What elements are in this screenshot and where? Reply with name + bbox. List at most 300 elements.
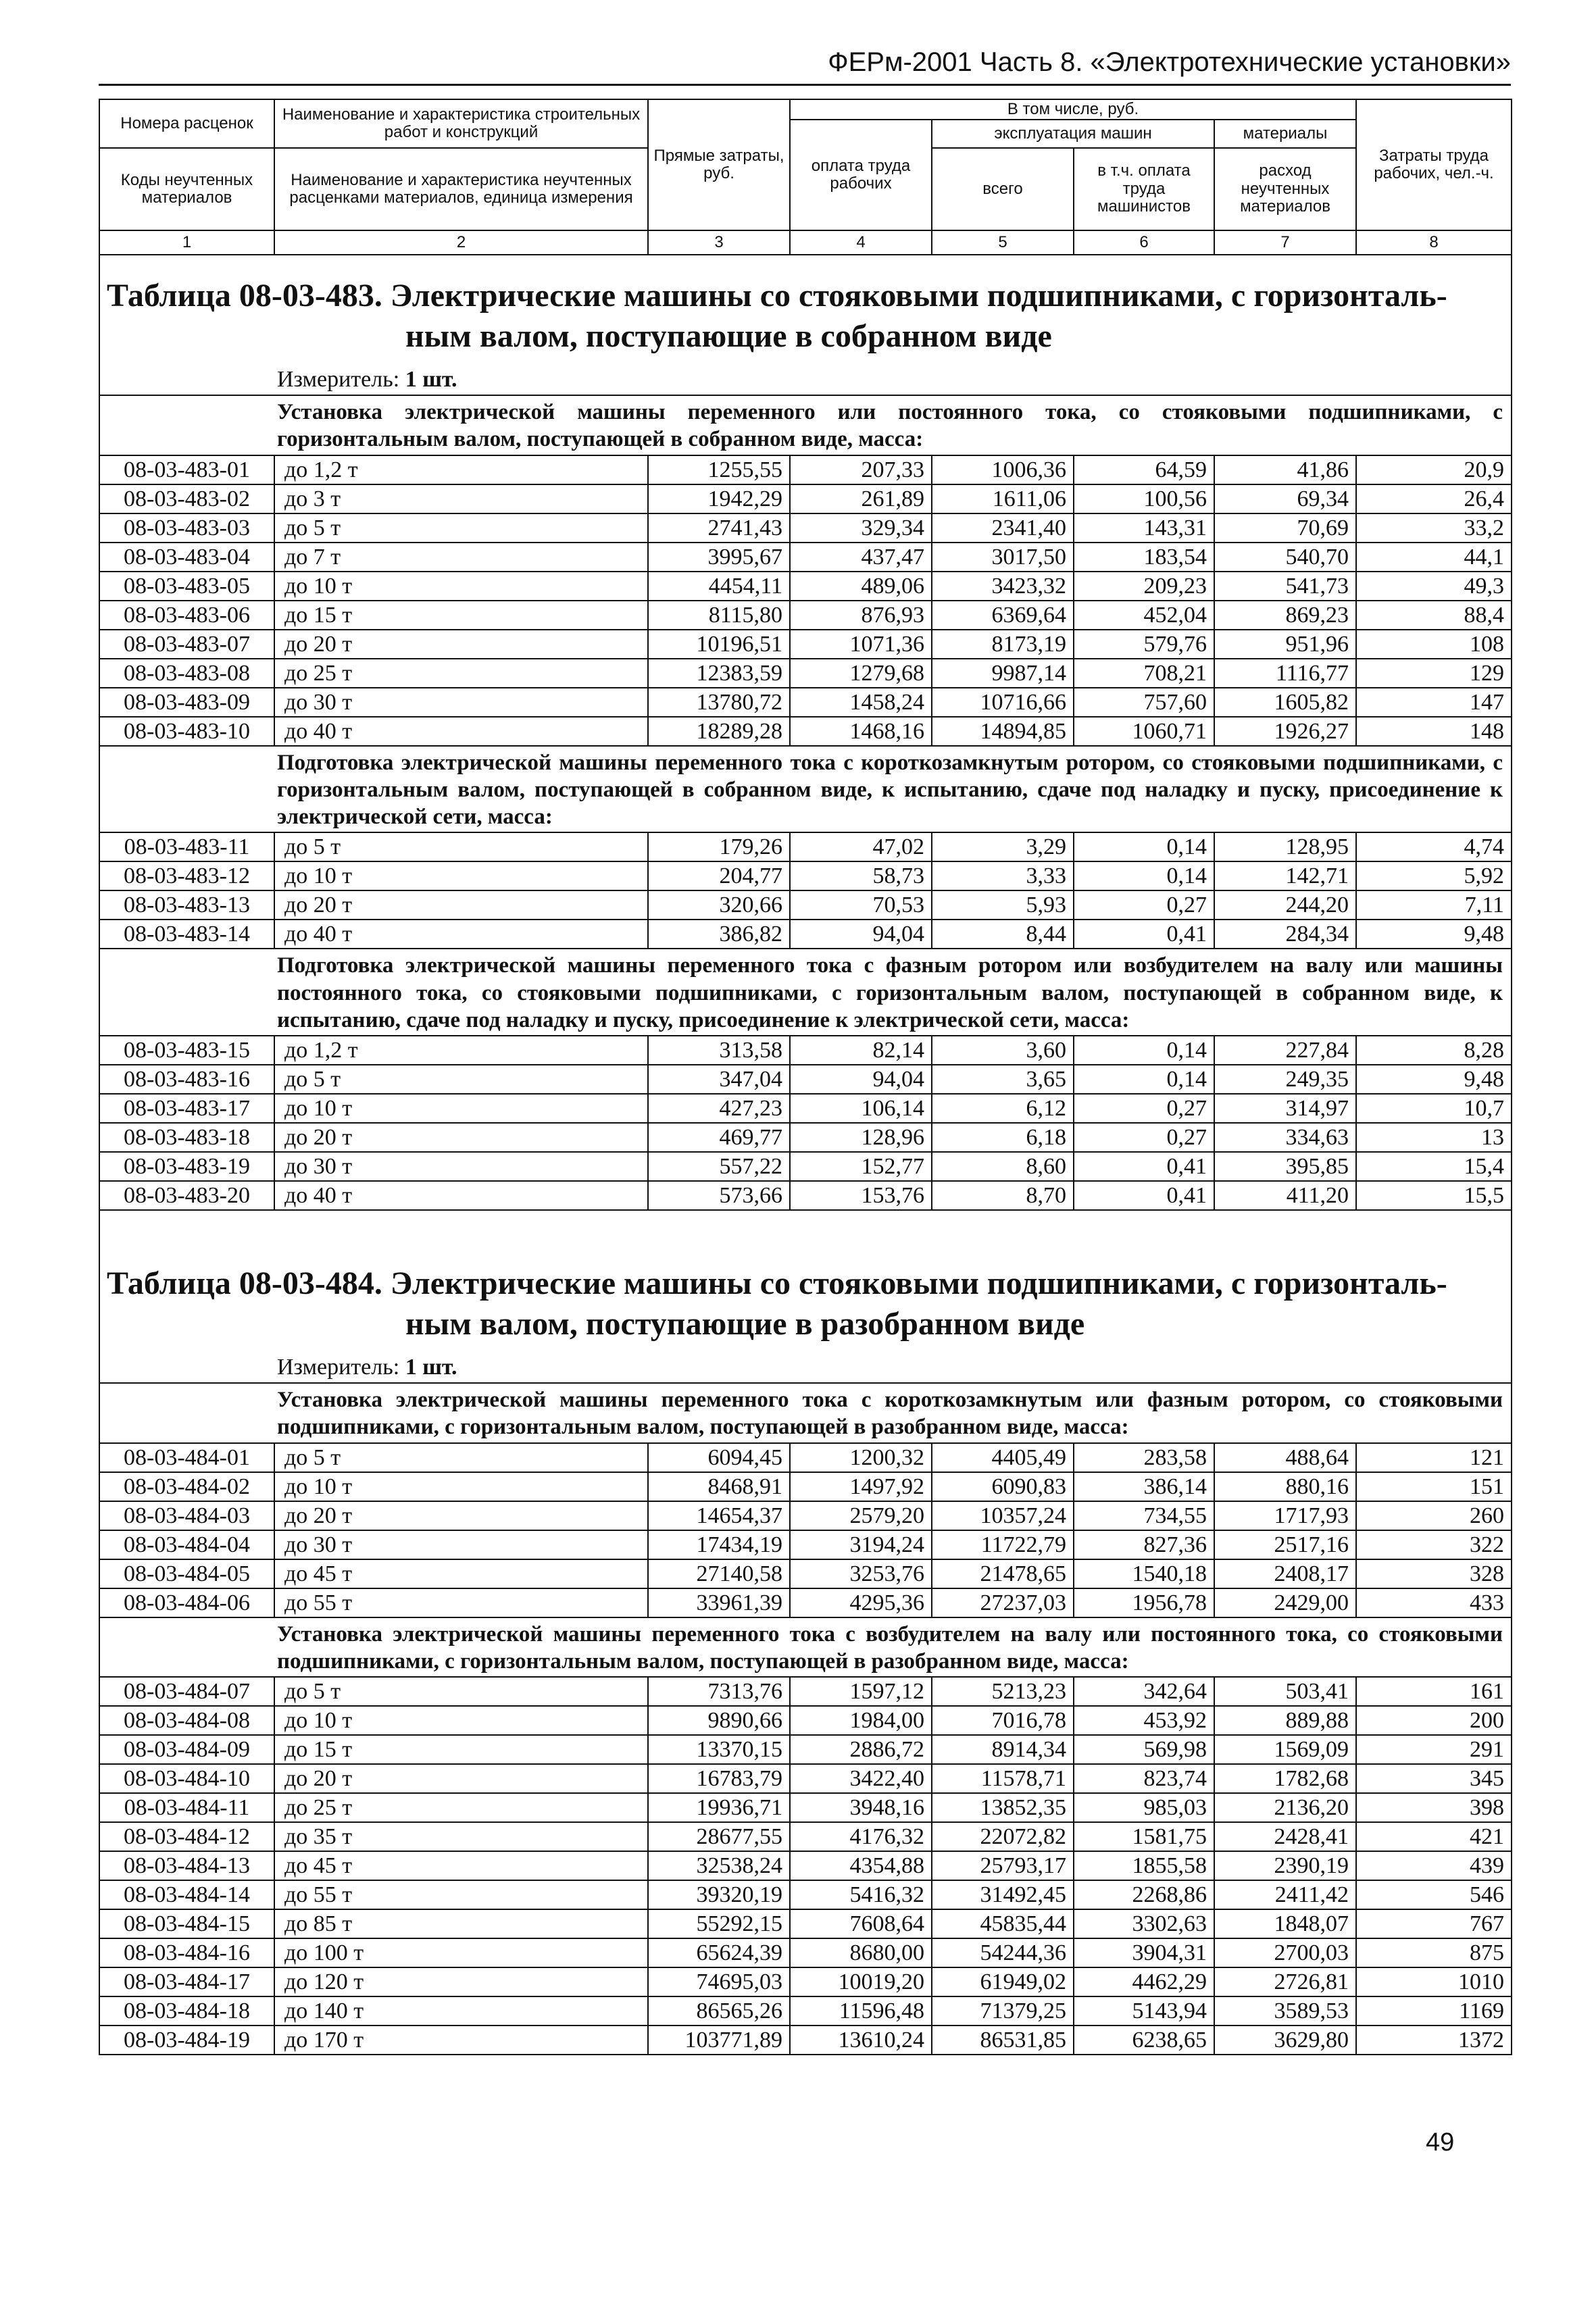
machinist-pay: 1581,75 xyxy=(1074,1822,1214,1851)
machinist-pay: 0,41 xyxy=(1074,920,1214,949)
rate-code: 08-03-484-13 xyxy=(99,1851,274,1880)
table-row xyxy=(99,1036,1512,1065)
materials-cost: 1848,07 xyxy=(1214,1909,1356,1938)
direct-costs: 14654,37 xyxy=(648,1501,790,1530)
section-description: Установка электрической машины переменного тока с короткозамкнутым или фазным ротором, со стояковыми подшипниками, с горизонтальным валом, поступающей в разобранном виде, масса: xyxy=(99,1383,1512,1443)
measure-value: 1 шт. xyxy=(405,367,457,393)
worker-pay: 329,34 xyxy=(790,513,932,543)
rate-code: 08-03-484-07 xyxy=(99,1677,274,1706)
materials-cost: 2390,19 xyxy=(1214,1851,1356,1880)
machines-total: 8,44 xyxy=(932,920,1074,949)
labor-hours: 322 xyxy=(1356,1530,1512,1559)
labor-hours: 9,48 xyxy=(1356,1065,1512,1094)
work-mass: до 7 т xyxy=(274,543,648,572)
worker-pay: 1984,00 xyxy=(790,1706,932,1735)
machinist-pay: 342,64 xyxy=(1074,1677,1214,1706)
worker-pay: 1200,32 xyxy=(790,1443,932,1472)
machinist-pay: 209,23 xyxy=(1074,572,1214,601)
table-gap-row xyxy=(99,1210,1512,1243)
machines-total: 8173,19 xyxy=(932,630,1074,659)
table-row xyxy=(99,1706,1512,1735)
direct-costs: 2741,43 xyxy=(648,513,790,543)
labor-hours: 147 xyxy=(1356,688,1512,717)
table-row xyxy=(99,861,1512,890)
materials-cost: 1782,68 xyxy=(1214,1764,1356,1793)
worker-pay: 1497,92 xyxy=(790,1472,932,1501)
work-mass: до 120 т xyxy=(274,1967,648,1996)
direct-costs: 4454,11 xyxy=(648,572,790,601)
rate-code: 08-03-483-10 xyxy=(99,717,274,746)
worker-pay: 1071,36 xyxy=(790,630,932,659)
labor-hours: 129 xyxy=(1356,659,1512,688)
table-row xyxy=(99,1501,1512,1530)
machines-total: 13852,35 xyxy=(932,1793,1074,1822)
machinist-pay: 823,74 xyxy=(1074,1764,1214,1793)
machines-total: 8,60 xyxy=(932,1152,1074,1181)
labor-hours: 1372 xyxy=(1356,2026,1512,2055)
table-row xyxy=(99,659,1512,688)
direct-costs: 18289,28 xyxy=(648,717,790,746)
header-direct-costs: Прямые затраты, руб. xyxy=(648,99,790,230)
machinist-pay: 579,76 xyxy=(1074,630,1214,659)
machinist-pay: 734,55 xyxy=(1074,1501,1214,1530)
table-row xyxy=(99,1181,1512,1210)
column-numbers-row xyxy=(99,230,1512,255)
table-row xyxy=(99,717,1512,746)
header-material-name: Наименование и характеристика неучтенных расценками материалов, единица измерения xyxy=(274,148,648,230)
work-mass: до 25 т xyxy=(274,1793,648,1822)
worker-pay: 3948,16 xyxy=(790,1793,932,1822)
direct-costs: 1255,55 xyxy=(648,455,790,484)
worker-pay: 58,73 xyxy=(790,861,932,890)
rate-code: 08-03-483-08 xyxy=(99,659,274,688)
section-description: Установка электрической машины переменного тока с возбудителем на валу или постоянного тока, со стояковыми подшипниками, с горизонтальным валом, поступающей в разобранном виде, масса: xyxy=(99,1617,1512,1678)
worker-pay: 4176,32 xyxy=(790,1822,932,1851)
header-material-codes: Коды неучтенных материалов xyxy=(99,148,274,230)
section-description-row xyxy=(99,949,1512,1036)
materials-cost: 2411,42 xyxy=(1214,1880,1356,1909)
table-row xyxy=(99,2026,1512,2055)
materials-cost: 142,71 xyxy=(1214,861,1356,890)
work-mass: до 140 т xyxy=(274,1996,648,2026)
rate-code: 08-03-484-10 xyxy=(99,1764,274,1793)
table-row xyxy=(99,890,1512,920)
work-mass: до 40 т xyxy=(274,1181,648,1210)
direct-costs: 33961,39 xyxy=(648,1588,790,1617)
direct-costs: 469,77 xyxy=(648,1123,790,1152)
machinist-pay: 569,98 xyxy=(1074,1735,1214,1764)
measure-value: 1 шт. xyxy=(405,1355,457,1380)
section-description: Подготовка электрической машины переменного тока с короткозамкнутым ротором, со стояковыми подшипниками, с горизонтальным валом, поступающей в собранном виде, к испытанию, сдаче под наладку и пуску, присоединение к электрической сети, масса: xyxy=(99,746,1512,833)
measure-label: Измеритель: xyxy=(277,367,400,393)
work-mass: до 10 т xyxy=(274,572,648,601)
rates-table-body xyxy=(99,99,1512,2055)
machinist-pay: 0,14 xyxy=(1074,1065,1214,1094)
work-mass: до 45 т xyxy=(274,1851,648,1880)
machines-total: 31492,45 xyxy=(932,1880,1074,1909)
header-labor-cost: Затраты труда рабочих, чел.-ч. xyxy=(1356,99,1512,230)
rate-code: 08-03-484-12 xyxy=(99,1822,274,1851)
machines-total: 2341,40 xyxy=(932,513,1074,543)
table-row xyxy=(99,1909,1512,1938)
column-number: 4 xyxy=(790,230,932,255)
worker-pay: 106,14 xyxy=(790,1094,932,1123)
table-row xyxy=(99,1880,1512,1909)
materials-cost: 2700,03 xyxy=(1214,1938,1356,1967)
rate-code: 08-03-483-12 xyxy=(99,861,274,890)
rate-code: 08-03-483-04 xyxy=(99,543,274,572)
rate-code: 08-03-484-14 xyxy=(99,1880,274,1909)
machines-total: 6,18 xyxy=(932,1123,1074,1152)
work-mass: до 10 т xyxy=(274,1472,648,1501)
work-mass: до 15 т xyxy=(274,1735,648,1764)
direct-costs: 6094,45 xyxy=(648,1443,790,1472)
labor-hours: 1010 xyxy=(1356,1967,1512,1996)
work-mass: до 25 т xyxy=(274,659,648,688)
machines-total: 5213,23 xyxy=(932,1677,1074,1706)
materials-cost: 869,23 xyxy=(1214,601,1356,630)
labor-hours: 398 xyxy=(1356,1793,1512,1822)
materials-cost: 1116,77 xyxy=(1214,659,1356,688)
worker-pay: 5416,32 xyxy=(790,1880,932,1909)
table-row xyxy=(99,630,1512,659)
labor-hours: 433 xyxy=(1356,1588,1512,1617)
rate-code: 08-03-484-16 xyxy=(99,1938,274,1967)
header-including: В том числе, руб. xyxy=(790,99,1356,120)
worker-pay: 437,47 xyxy=(790,543,932,572)
labor-hours: 151 xyxy=(1356,1472,1512,1501)
table-row xyxy=(99,832,1512,861)
work-mass: до 30 т xyxy=(274,688,648,717)
table-row xyxy=(99,1443,1512,1472)
machinist-pay: 452,04 xyxy=(1074,601,1214,630)
table-row xyxy=(99,920,1512,949)
direct-costs: 74695,03 xyxy=(648,1967,790,1996)
rate-code: 08-03-484-03 xyxy=(99,1501,274,1530)
machinist-pay: 0,27 xyxy=(1074,1094,1214,1123)
rate-code: 08-03-483-02 xyxy=(99,484,274,513)
direct-costs: 103771,89 xyxy=(648,2026,790,2055)
column-number: 3 xyxy=(648,230,790,255)
table-row xyxy=(99,1735,1512,1764)
worker-pay: 1468,16 xyxy=(790,717,932,746)
work-mass: до 1,2 т xyxy=(274,455,648,484)
materials-cost: 69,34 xyxy=(1214,484,1356,513)
worker-pay: 2579,20 xyxy=(790,1501,932,1530)
machines-total: 3423,32 xyxy=(932,572,1074,601)
labor-hours: 108 xyxy=(1356,630,1512,659)
work-mass: до 170 т xyxy=(274,2026,648,2055)
labor-hours: 1169 xyxy=(1356,1996,1512,2026)
worker-pay: 876,93 xyxy=(790,601,932,630)
direct-costs: 32538,24 xyxy=(648,1851,790,1880)
rate-code: 08-03-483-14 xyxy=(99,920,274,949)
labor-hours: 345 xyxy=(1356,1764,1512,1793)
worker-pay: 128,96 xyxy=(790,1123,932,1152)
worker-pay: 3253,76 xyxy=(790,1559,932,1588)
direct-costs: 8115,80 xyxy=(648,601,790,630)
work-mass: до 55 т xyxy=(274,1880,648,1909)
rate-code: 08-03-483-13 xyxy=(99,890,274,920)
worker-pay: 207,33 xyxy=(790,455,932,484)
materials-cost: 314,97 xyxy=(1214,1094,1356,1123)
table-row xyxy=(99,484,1512,513)
worker-pay: 11596,48 xyxy=(790,1996,932,2026)
direct-costs: 204,77 xyxy=(648,861,790,890)
work-mass: до 5 т xyxy=(274,1443,648,1472)
rates-table xyxy=(99,99,1512,2055)
direct-costs: 557,22 xyxy=(648,1152,790,1181)
direct-costs: 10196,51 xyxy=(648,630,790,659)
machinist-pay: 0,14 xyxy=(1074,861,1214,890)
materials-cost: 41,86 xyxy=(1214,455,1356,484)
work-mass: до 30 т xyxy=(274,1530,648,1559)
header-machinist-pay: в т.ч. оплата труда машинистов xyxy=(1074,148,1214,230)
rates-table-frame xyxy=(99,99,1511,2055)
rate-code: 08-03-484-01 xyxy=(99,1443,274,1472)
machines-total: 1611,06 xyxy=(932,484,1074,513)
labor-hours: 33,2 xyxy=(1356,513,1512,543)
rate-code: 08-03-484-19 xyxy=(99,2026,274,2055)
column-number: 2 xyxy=(274,230,648,255)
table-row xyxy=(99,1822,1512,1851)
machinist-pay: 0,41 xyxy=(1074,1181,1214,1210)
materials-cost: 540,70 xyxy=(1214,543,1356,572)
labor-hours: 13 xyxy=(1356,1123,1512,1152)
table-row xyxy=(99,1996,1512,2026)
labor-hours: 8,28 xyxy=(1356,1036,1512,1065)
table-title xyxy=(107,276,1504,357)
rate-code: 08-03-484-18 xyxy=(99,1996,274,2026)
materials-cost: 128,95 xyxy=(1214,832,1356,861)
section-description-row xyxy=(99,395,1512,455)
work-mass: до 40 т xyxy=(274,920,648,949)
worker-pay: 10019,20 xyxy=(790,1967,932,1996)
work-mass: до 40 т xyxy=(274,717,648,746)
machinist-pay: 0,14 xyxy=(1074,1036,1214,1065)
labor-hours: 421 xyxy=(1356,1822,1512,1851)
section-description: Установка электрической машины переменного или постоянного тока, со стояковыми подшипниками, с горизонтальным валом, поступающей в собранном виде, масса: xyxy=(99,395,1512,455)
rate-code: 08-03-484-17 xyxy=(99,1967,274,1996)
machinist-pay: 3302,63 xyxy=(1074,1909,1214,1938)
worker-pay: 153,76 xyxy=(790,1181,932,1210)
machinist-pay: 0,14 xyxy=(1074,832,1214,861)
worker-pay: 8680,00 xyxy=(790,1938,932,1967)
direct-costs: 39320,19 xyxy=(648,1880,790,1909)
labor-hours: 4,74 xyxy=(1356,832,1512,861)
table-title-line-2: ным валом, поступающие в собранном виде xyxy=(405,318,1052,354)
table-title-row xyxy=(99,1243,1512,1353)
worker-pay: 70,53 xyxy=(790,890,932,920)
worker-pay: 2886,72 xyxy=(790,1735,932,1764)
work-mass: до 20 т xyxy=(274,890,648,920)
machinist-pay: 3904,31 xyxy=(1074,1938,1214,1967)
table-title-line-1: Таблица 08-03-484. Электрические машины со стояковыми подшипниками, с горизонталь- xyxy=(107,1265,1447,1301)
column-number: 8 xyxy=(1356,230,1512,255)
column-number: 1 xyxy=(99,230,274,255)
direct-costs: 16783,79 xyxy=(648,1764,790,1793)
materials-cost: 951,96 xyxy=(1214,630,1356,659)
rate-code: 08-03-484-02 xyxy=(99,1472,274,1501)
machines-total: 11722,79 xyxy=(932,1530,1074,1559)
rate-code: 08-03-483-07 xyxy=(99,630,274,659)
materials-cost: 2517,16 xyxy=(1214,1530,1356,1559)
direct-costs: 9890,66 xyxy=(648,1706,790,1735)
table-row xyxy=(99,572,1512,601)
column-number: 5 xyxy=(932,230,1074,255)
table-row xyxy=(99,1559,1512,1588)
work-mass: до 5 т xyxy=(274,1065,648,1094)
work-mass: до 20 т xyxy=(274,1501,648,1530)
materials-cost: 70,69 xyxy=(1214,513,1356,543)
direct-costs: 55292,15 xyxy=(648,1909,790,1938)
worker-pay: 82,14 xyxy=(790,1036,932,1065)
table-row xyxy=(99,1851,1512,1880)
machines-total: 8914,34 xyxy=(932,1735,1074,1764)
labor-hours: 148 xyxy=(1356,717,1512,746)
materials-cost: 2408,17 xyxy=(1214,1559,1356,1588)
rate-code: 08-03-483-09 xyxy=(99,688,274,717)
section-description: Подготовка электрической машины переменного тока с фазным ротором или возбудителем на валу или машины постоянного тока, со стояковыми подшипниками, с горизонтальным валом, поступающей в собранном виде, к испытанию, сдаче под наладку и пуску, присоединение к электрической сети, масса: xyxy=(99,949,1512,1036)
work-mass: до 55 т xyxy=(274,1588,648,1617)
machinist-pay: 183,54 xyxy=(1074,543,1214,572)
materials-cost: 1569,09 xyxy=(1214,1735,1356,1764)
labor-hours: 260 xyxy=(1356,1501,1512,1530)
worker-pay: 94,04 xyxy=(790,920,932,949)
direct-costs: 28677,55 xyxy=(648,1822,790,1851)
direct-costs: 427,23 xyxy=(648,1094,790,1123)
table-title-cell xyxy=(99,1243,1512,1353)
rate-code: 08-03-483-11 xyxy=(99,832,274,861)
machines-total: 3017,50 xyxy=(932,543,1074,572)
labor-hours: 546 xyxy=(1356,1880,1512,1909)
machinist-pay: 1956,78 xyxy=(1074,1588,1214,1617)
direct-costs: 13370,15 xyxy=(648,1735,790,1764)
machines-total: 86531,85 xyxy=(932,2026,1074,2055)
machinist-pay: 386,14 xyxy=(1074,1472,1214,1501)
header-work-name: Наименование и характеристика строительных работ и конструкций xyxy=(274,99,648,148)
labor-hours: 10,7 xyxy=(1356,1094,1512,1123)
materials-cost: 1605,82 xyxy=(1214,688,1356,717)
measure-row xyxy=(99,365,1512,395)
materials-cost: 3629,80 xyxy=(1214,2026,1356,2055)
direct-costs: 179,26 xyxy=(648,832,790,861)
worker-pay: 4295,36 xyxy=(790,1588,932,1617)
machinist-pay: 6238,65 xyxy=(1074,2026,1214,2055)
direct-costs: 573,66 xyxy=(648,1181,790,1210)
rate-code: 08-03-484-06 xyxy=(99,1588,274,1617)
table-row xyxy=(99,1472,1512,1501)
worker-pay: 489,06 xyxy=(790,572,932,601)
rate-code: 08-03-483-16 xyxy=(99,1065,274,1094)
worker-pay: 47,02 xyxy=(790,832,932,861)
materials-cost: 880,16 xyxy=(1214,1472,1356,1501)
direct-costs: 313,58 xyxy=(648,1036,790,1065)
table-row xyxy=(99,513,1512,543)
work-mass: до 20 т xyxy=(274,1764,648,1793)
worker-pay: 1597,12 xyxy=(790,1677,932,1706)
rate-code: 08-03-483-01 xyxy=(99,455,274,484)
table-row xyxy=(99,1152,1512,1181)
materials-cost: 503,41 xyxy=(1214,1677,1356,1706)
labor-hours: 767 xyxy=(1356,1909,1512,1938)
machinist-pay: 4462,29 xyxy=(1074,1967,1214,1996)
machines-total: 3,65 xyxy=(932,1065,1074,1094)
machines-total: 9987,14 xyxy=(932,659,1074,688)
labor-hours: 5,92 xyxy=(1356,861,1512,890)
machinist-pay: 0,41 xyxy=(1074,1152,1214,1181)
machines-total: 10716,66 xyxy=(932,688,1074,717)
materials-cost: 541,73 xyxy=(1214,572,1356,601)
rate-code: 08-03-483-19 xyxy=(99,1152,274,1181)
header-rule xyxy=(99,84,1511,86)
rate-code: 08-03-483-20 xyxy=(99,1181,274,1210)
direct-costs: 347,04 xyxy=(648,1065,790,1094)
work-mass: до 3 т xyxy=(274,484,648,513)
machines-total: 6,12 xyxy=(932,1094,1074,1123)
machines-total: 10357,24 xyxy=(932,1501,1074,1530)
rate-code: 08-03-484-05 xyxy=(99,1559,274,1588)
machinist-pay: 708,21 xyxy=(1074,659,1214,688)
table-row xyxy=(99,1588,1512,1617)
work-mass: до 5 т xyxy=(274,832,648,861)
materials-cost: 227,84 xyxy=(1214,1036,1356,1065)
table-title-cell xyxy=(99,255,1512,365)
machines-total: 5,93 xyxy=(932,890,1074,920)
labor-hours: 439 xyxy=(1356,1851,1512,1880)
labor-hours: 291 xyxy=(1356,1735,1512,1764)
header-machine-operation: эксплуатация машин xyxy=(932,120,1214,148)
table-row xyxy=(99,1065,1512,1094)
measure-unit xyxy=(99,365,1512,395)
worker-pay: 94,04 xyxy=(790,1065,932,1094)
work-mass: до 45 т xyxy=(274,1559,648,1588)
machines-total: 25793,17 xyxy=(932,1851,1074,1880)
materials-cost: 2136,20 xyxy=(1214,1793,1356,1822)
work-mass: до 10 т xyxy=(274,1094,648,1123)
work-mass: до 5 т xyxy=(274,1677,648,1706)
materials-cost: 249,35 xyxy=(1214,1065,1356,1094)
table-title xyxy=(107,1263,1504,1344)
labor-hours: 161 xyxy=(1356,1677,1512,1706)
page-number: 49 xyxy=(1426,2128,1455,2157)
direct-costs: 86565,26 xyxy=(648,1996,790,2026)
machinist-pay: 0,27 xyxy=(1074,1123,1214,1152)
machinist-pay: 985,03 xyxy=(1074,1793,1214,1822)
worker-pay: 261,89 xyxy=(790,484,932,513)
materials-cost: 244,20 xyxy=(1214,890,1356,920)
work-mass: до 15 т xyxy=(274,601,648,630)
machines-total: 7016,78 xyxy=(932,1706,1074,1735)
direct-costs: 3995,67 xyxy=(648,543,790,572)
machines-total: 27237,03 xyxy=(932,1588,1074,1617)
machinist-pay: 1060,71 xyxy=(1074,717,1214,746)
machines-total: 22072,82 xyxy=(932,1822,1074,1851)
machines-total: 61949,02 xyxy=(932,1967,1074,1996)
labor-hours: 15,4 xyxy=(1356,1152,1512,1181)
work-mass: до 20 т xyxy=(274,630,648,659)
machines-total: 45835,44 xyxy=(932,1909,1074,1938)
direct-costs: 13780,72 xyxy=(648,688,790,717)
machines-total: 3,33 xyxy=(932,861,1074,890)
labor-hours: 9,48 xyxy=(1356,920,1512,949)
table-row xyxy=(99,1123,1512,1152)
rate-code: 08-03-484-15 xyxy=(99,1909,274,1938)
materials-cost: 411,20 xyxy=(1214,1181,1356,1210)
section-description-row xyxy=(99,1617,1512,1678)
direct-costs: 19936,71 xyxy=(648,1793,790,1822)
direct-costs: 7313,76 xyxy=(648,1677,790,1706)
